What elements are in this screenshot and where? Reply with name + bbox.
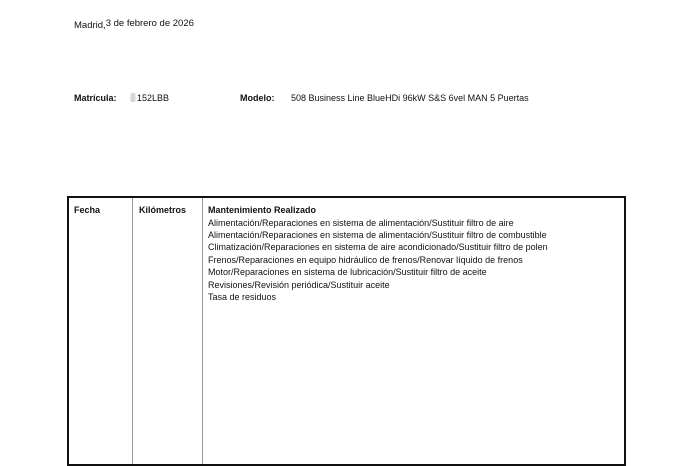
- maintenance-item: Tasa de residuos: [208, 291, 277, 302]
- column-divider: [202, 198, 203, 464]
- vehicle-info: [0, 93, 690, 107]
- plate-label: Matrícula:: [74, 93, 117, 103]
- document-date: 3 de febrero de 2026: [105, 18, 194, 29]
- model-label: Modelo:: [240, 93, 275, 103]
- plate-value-group: [130, 93, 169, 103]
- maintenance-item: Climatización/Reparaciones en sistema de aire acondicionado/Sustituir filtro de polen: [208, 242, 548, 253]
- maintenance-item: Motor/Reparaciones en sistema de lubricación/Sustituir filtro de aceite: [208, 267, 487, 278]
- column-divider: [132, 198, 133, 464]
- column-header-km: Kilómetros: [139, 205, 187, 215]
- maintenance-item: Alimentación/Reparaciones en sistema de alimentación/Sustituir filtro de aire: [208, 217, 514, 228]
- maintenance-item: Alimentación/Reparaciones en sistema de alimentación/Sustituir filtro de combustible: [208, 229, 547, 240]
- maintenance-item: Revisiones/Revisión periódica/Sustituir aceite: [208, 279, 390, 290]
- plate-value: 152LBB: [137, 93, 170, 103]
- document-city: Madrid,: [74, 20, 106, 31]
- document-date-line: [74, 18, 194, 29]
- model-value: 508 Business Line BlueHDi 96kW S&S 6vel MAN 5 Puertas: [291, 93, 529, 103]
- maintenance-list: [208, 217, 553, 304]
- plate-redaction: [130, 93, 136, 102]
- column-header-date: Fecha: [74, 205, 101, 215]
- column-header-maintenance: Mantenimiento Realizado: [208, 205, 317, 215]
- maintenance-table: [67, 196, 626, 466]
- maintenance-item: Frenos/Reparaciones en equipo hidráulico de frenos/Renovar líquido de frenos: [208, 254, 523, 265]
